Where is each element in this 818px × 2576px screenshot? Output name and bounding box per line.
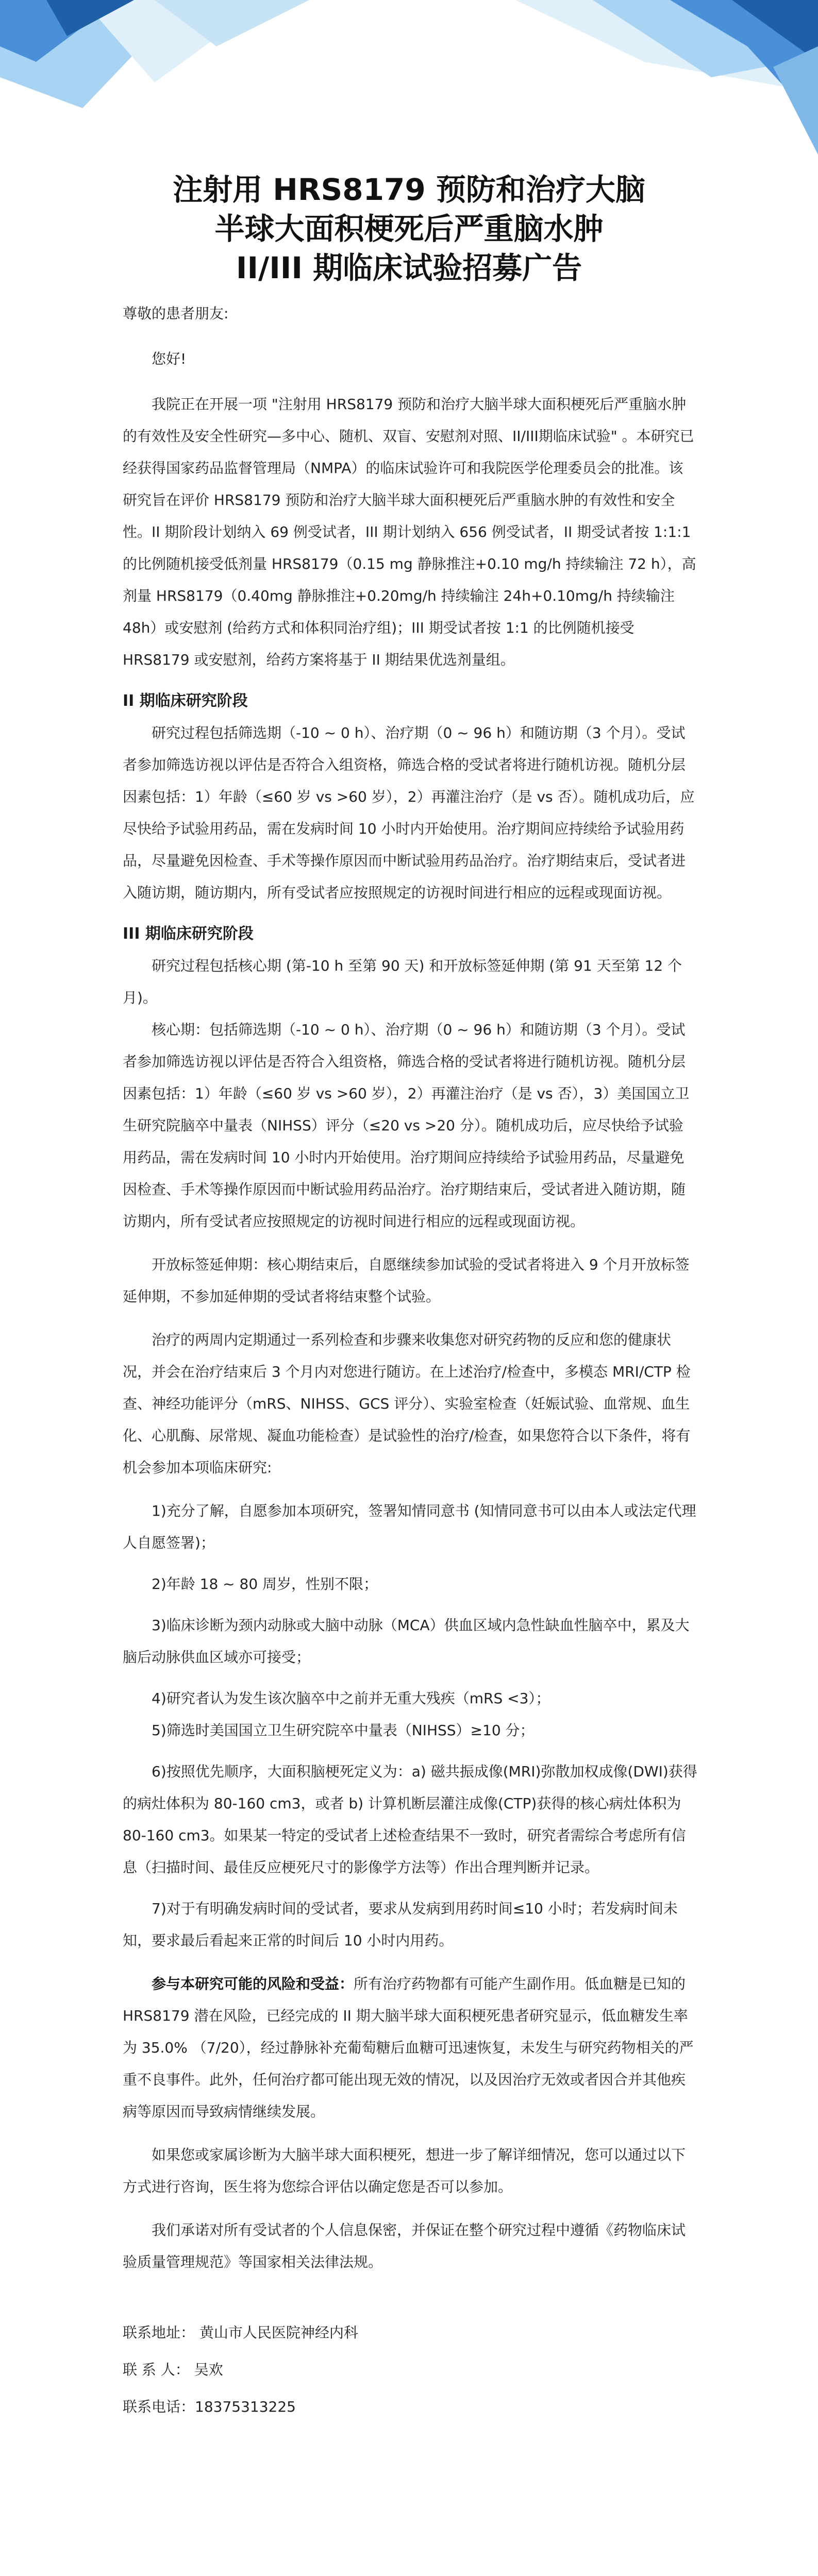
phase3-paragraph-3: 开放标签延伸期：核心期结束后，自愿继续参加试验的受试者将进入 9 个月开放标签延伸期，不参加延伸期的受试者将结束整个试验。 bbox=[123, 1256, 690, 1305]
criteria-item: 1)充分了解，自愿参加本项研究，签署知情同意书 (知情同意书可以由本人或法定代理人自愿签署)； bbox=[123, 1502, 696, 1551]
phase2-paragraph: 研究过程包括筛选期（-10 ~ 0 h）、治疗期（0 ~ 96 h）和随访期（3 个月）。受试者参加筛选访视以评估是否符合入组资格，筛选合格的受试者将进行随机访视。随机分层因素包括：1）年龄（≤60 岁 vs >60 岁），2）再灌注治疗（是 vs 否）。随机成功后，应尽快给予试验用药品，需在发病时间 10 小时内开始使用。治疗期间应持续给予试验用药品，尽量避免因检查、手术等操作原因而中断试验用药品治疗。治疗期结束后，受试者进入随访期，随访期内，所有受试者应按照规定的访视时间进行相应的远程或现面访视。 bbox=[123, 724, 695, 901]
consult-paragraph: 如果您或家属诊断为大脑半球大面积梗死，想进一步了解详细情况，您可以通过以下方式进行咨询，医生将为您综合评估以确定您是否可以参加。 bbox=[123, 2146, 686, 2195]
phase3-heading: III 期临床研究阶段 bbox=[123, 925, 254, 943]
title-line-1: 注射用 HRS8179 预防和治疗大脑 bbox=[173, 172, 645, 207]
criteria-item: 3)临床诊断为颈内动脉或大脑中动脉（MCA）供血区域内急性缺血性脑卒中，累及大脑后动脉供血区域亦可接受； bbox=[123, 1617, 690, 1666]
risk-benefit-text: 所有治疗药物都有可能产生副作用。低血糖是已知的 HRS8179 潜在风险，已经完成的 II 期大脑半球大面积梗死患者研究显示，低血糖发生率为 35.0% （7/20），经过静脉补充葡萄糖后血糖可迅速恢复，未发生与研究药物相关的严重不良事件。此外，任何治疗都可能出现无效的情况，以及因治疗无效或者因合并其他疾病等原因而导致病情继续发展。 bbox=[123, 1975, 694, 2120]
intro-paragraph: 我院正在开展一项 "注射用 HRS8179 预防和治疗大脑半球大面积梗死后严重脑水肿的有效性及安全性研究—多中心、随机、双盲、安慰剂对照、II/III期临床试验" 。本研究已经获得国家药品监督管理局（NMPA）的临床试验许可和我院医学伦理委员会的批准。该研究旨在评价 HRS8179 预防和治疗大脑半球大面积梗死后严重脑水肿的有效性和安全性。II 期阶段计划纳入 69 例受试者，III 期计划纳入 656 例受试者，II 期受试者按 1:1:1 的比例随机接受低剂量 HRS8179（0.15 mg 静脉推注+0.10 mg/h 持续输注 72 h），高剂量 HRS8179（0.40mg 静脉推注+0.20mg/h 持续输注 24h+0.10mg/h 持续输注 48h）或安慰剂 (给药方式和体积同治疗组)；III 期受试者按 1:1 的比例随机接受 HRS8179 或安慰剂，给药方案将基于 II 期结果优选剂量组。 bbox=[123, 396, 696, 668]
salutation: 尊敬的患者朋友: bbox=[123, 305, 229, 322]
greeting: 您好! bbox=[152, 350, 187, 367]
contact-phone: 联系电话：18375313225 bbox=[123, 2398, 296, 2415]
contact-info bbox=[123, 2314, 697, 2426]
page-title bbox=[0, 170, 818, 287]
contact-person: 联 系 人： 吴欢 bbox=[123, 2361, 223, 2378]
risk-benefit-lead: 参与本研究可能的风险和受益： bbox=[152, 1975, 354, 1992]
title-line-2: 半球大面积梗死后严重脑水肿 bbox=[214, 211, 604, 246]
risk-benefit-paragraph bbox=[123, 1968, 697, 2128]
inclusion-criteria-list bbox=[123, 1495, 697, 1957]
criteria-item: 2)年龄 18 ~ 80 周岁，性别不限； bbox=[152, 1575, 378, 1592]
criteria-item: 4)研究者认为发生该次脑卒中之前并无重大残疾（mRS <3）； bbox=[152, 1690, 550, 1707]
top-decoration bbox=[0, 0, 818, 155]
criteria-item: 7)对于有明确发病时间的受试者，要求从发病到用药时间≤10 小时；若发病时间未知，要求最后看起来正常的时间后 10 小时内用药。 bbox=[123, 1900, 678, 1949]
criteria-item: 5)筛选时美国国立卫生研究院卒中量表（NIHSS）≥10 分； bbox=[152, 1722, 535, 1739]
phase3-paragraph-1: 研究过程包括核心期 (第-10 h 至第 90 天) 和开放标签延伸期 (第 91 天至第 12 个月)。 bbox=[123, 957, 682, 1006]
document-body bbox=[123, 298, 697, 2426]
phase3-paragraph-2: 核心期：包括筛选期（-10 ~ 0 h）、治疗期（0 ~ 96 h）和随访期（3 个月）。受试者参加筛选访视以评估是否符合入组资格，筛选合格的受试者将进行随机访视。随机分层因素包括：1）年龄（≤60 岁 vs >60 岁），2）再灌注治疗（是 vs 否），3）美国国立卫生研究院脑卒中量表（NIHSS）评分（≤20 vs >20 分）。随机成功后，应尽快给予试验用药品，需在发病时间 10 小时内开始使用。治疗期间应持续给予试验用药品，尽量避免因检查、手术等操作原因而中断试验用药品治疗。治疗期结束后，受试者进入随访期，随访期内，所有受试者应按照规定的访视时间进行相应的远程或现面访视。 bbox=[123, 1021, 690, 1230]
criteria-item: 6)按照优先顺序，大面积脑梗死定义为：a) 磁共振成像(MRI)弥散加权成像(DWI)获得的病灶体积为 80-160 cm3，或者 b) 计算机断层灌注成像(CTP)获得的核心病灶体积为 80-160 cm3。如果某一特定的受试者上述检查结果不一致时，研究者需综合考虑所有信息（扫描时间、最佳反应梗死尺寸的影像学方法等）作出合理判断并记录。 bbox=[123, 1763, 697, 1876]
title-line-3: II/III 期临床试验招募广告 bbox=[236, 250, 582, 285]
contact-address: 联系地址： 黄山市人民医院神经内科 bbox=[123, 2324, 358, 2341]
treatment-paragraph: 治疗的两周内定期通过一系列检查和步骤来收集您对研究药物的反应和您的健康状况，并会在治疗结束后 3 个月内对您进行随访。在上述治疗/检查中，多模态 MRI/CTP 检查、神经功能评分（mRS、NIHSS、GCS 评分）、实验室检查（妊娠试验、血常规、血生化、心肌酶、尿常规、凝血功能检查）是试验性的治疗/检查，如果您符合以下条件，将有机会参加本项临床研究: bbox=[123, 1331, 691, 1476]
phase2-heading: II 期临床研究阶段 bbox=[123, 692, 248, 710]
privacy-paragraph: 我们承诺对所有受试者的个人信息保密，并保证在整个研究过程中遵循《药物临床试验质量管理规范》等国家相关法律法规。 bbox=[123, 2222, 686, 2270]
